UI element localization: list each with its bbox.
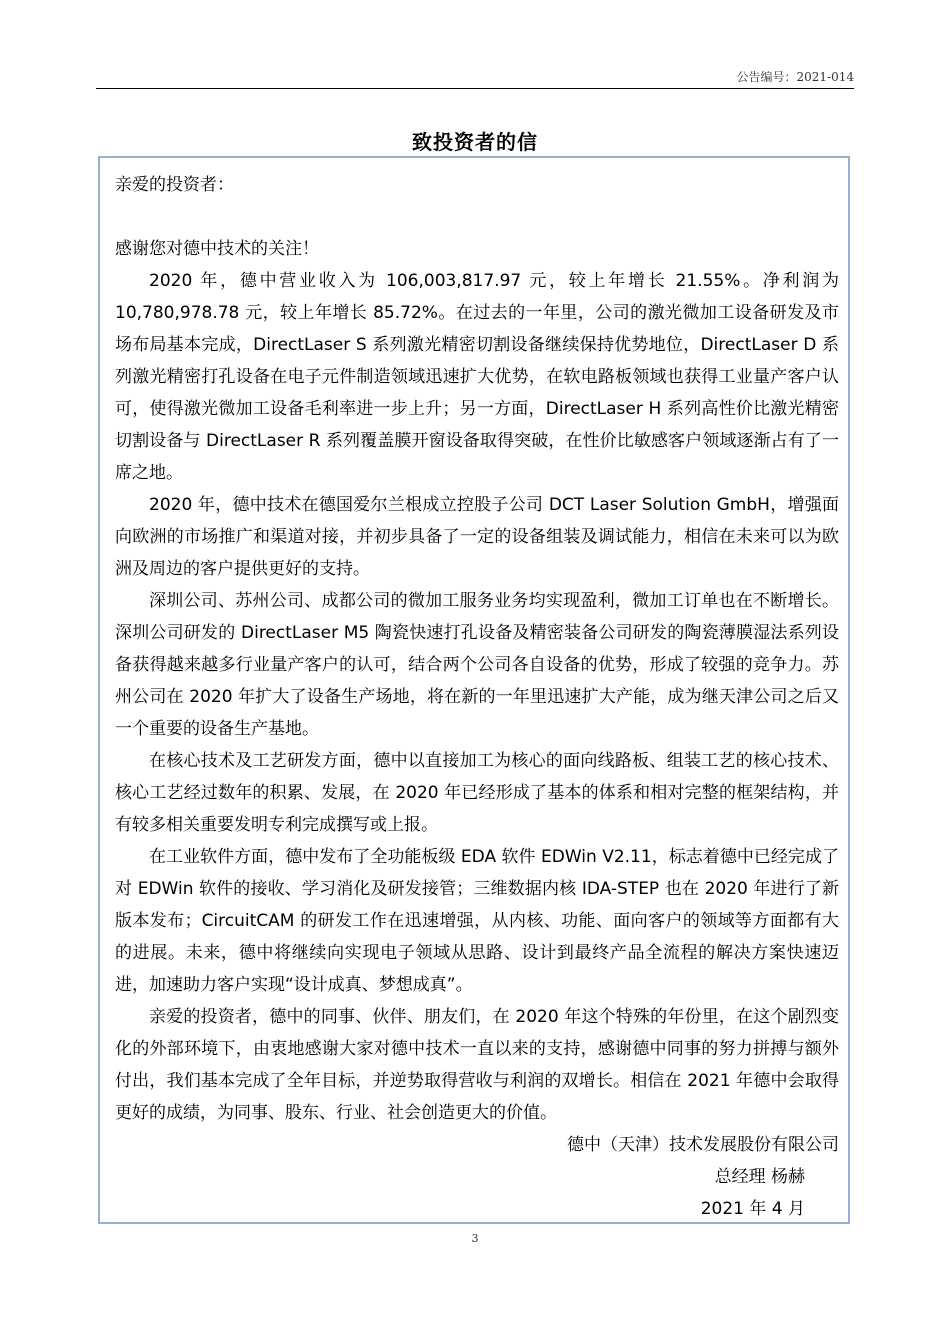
letter-body [115,169,839,1225]
signature-date: 2021 年 4 月 [700,1199,805,1219]
paragraph-industrial-software: 在工业软件方面，德中发布了全功能板级 EDA 软件 EDWin V2.11，标志着德中已经完成了对 EDWin 软件的接收、学习消化及研发接管；三维数据内核 IDA-STEP 也在 2020 年进行了新版本发布；CircuitCAM 的研发工作在迅速增强，从内核、功能、面向客户的领域等方面都有大的进展。未来，德中将继续向实现电子领域从思路、设计到最终产品全流程的解决方案快速迈进，加速助力客户实现“设计成真、梦想成真”。 [115,847,839,995]
paragraph-financials: 2020 年，德中营业收入为 106,003,817.97 元，较上年增长 21.55%。净利润为 10,780,978.78 元，较上年增长 85.72%。在过去的一年里，公司的激光微加工设备研发及市场布局基本完成，DirectLaser S 系列激光精密切割设备继续保持优势地位，DirectLaser D 系列激光精密打孔设备在电子元件制造领域迅速扩大优势，在软电路板领域也获得工业量产客户认可，使得激光微加工设备毛利率进一步上升；另一方面，DirectLaser H 系列高性价比激光精密切割设备与 DirectLaser R 系列覆盖膜开窗设备取得突破，在性价比敏感客户领域逐渐占有了一席之地。 [115,271,839,483]
announcement-number: 公告编号：2021-014 [736,70,854,84]
salutation: 亲爱的投资者： [115,175,234,195]
page-title: 致投资者的信 [412,130,538,154]
paragraph-closing: 亲爱的投资者，德中的同事、伙伴、朋友们，在 2020 年这个特殊的年份里，在这个剧烈变化的外部环境下，由衷地感谢大家对德中技术一直以来的支持，感谢德中同事的努力拼搏与额外付出，我们基本完成了全年目标，并逆势取得营收与利润的双增长。相信在 2021 年德中会取得更好的成绩，为同事、股东、行业、社会创造更大的价值。 [115,1007,839,1123]
paragraph-subsidiaries: 深圳公司、苏州公司、成都公司的微加工服务业务均实现盈利，微加工订单也在不断增长。深圳公司研发的 DirectLaser M5 陶瓷快速打孔设备及精密装备公司研发的陶瓷薄膜湿法系列设备获得越来越多行业量产客户的认可，结合两个公司各自设备的优势，形成了较强的竞争力。苏州公司在 2020 年扩大了设备生产场地，将在新的一年里迅速扩大产能，成为继天津公司之后又一个重要的设备生产基地。 [115,591,839,739]
opening-paragraph: 感谢您对德中技术的关注！ [115,239,319,259]
page-number: 3 [471,1232,479,1245]
signature-company: 德中（天津）技术发展股份有限公司 [567,1135,839,1155]
header-divider [96,88,854,89]
paragraph-germany-subsidiary: 2020 年，德中技术在德国爱尔兰根成立控股子公司 DCT Laser Solution GmbH，增强面向欧洲的市场推广和渠道对接，并初步具备了一定的设备组装及调试能力，相信在未来可以为欧洲及周边的客户提供更好的支持。 [115,495,839,579]
paragraph-core-technology: 在核心技术及工艺研发方面，德中以直接加工为核心的面向线路板、组装工艺的核心技术、核心工艺经过数年的积累、发展，在 2020 年已经形成了基本的体系和相对完整的框架结构，并有较多相关重要发明专利完成撰写或上报。 [115,751,839,835]
signature-signer: 总经理 杨赫 [714,1167,805,1187]
